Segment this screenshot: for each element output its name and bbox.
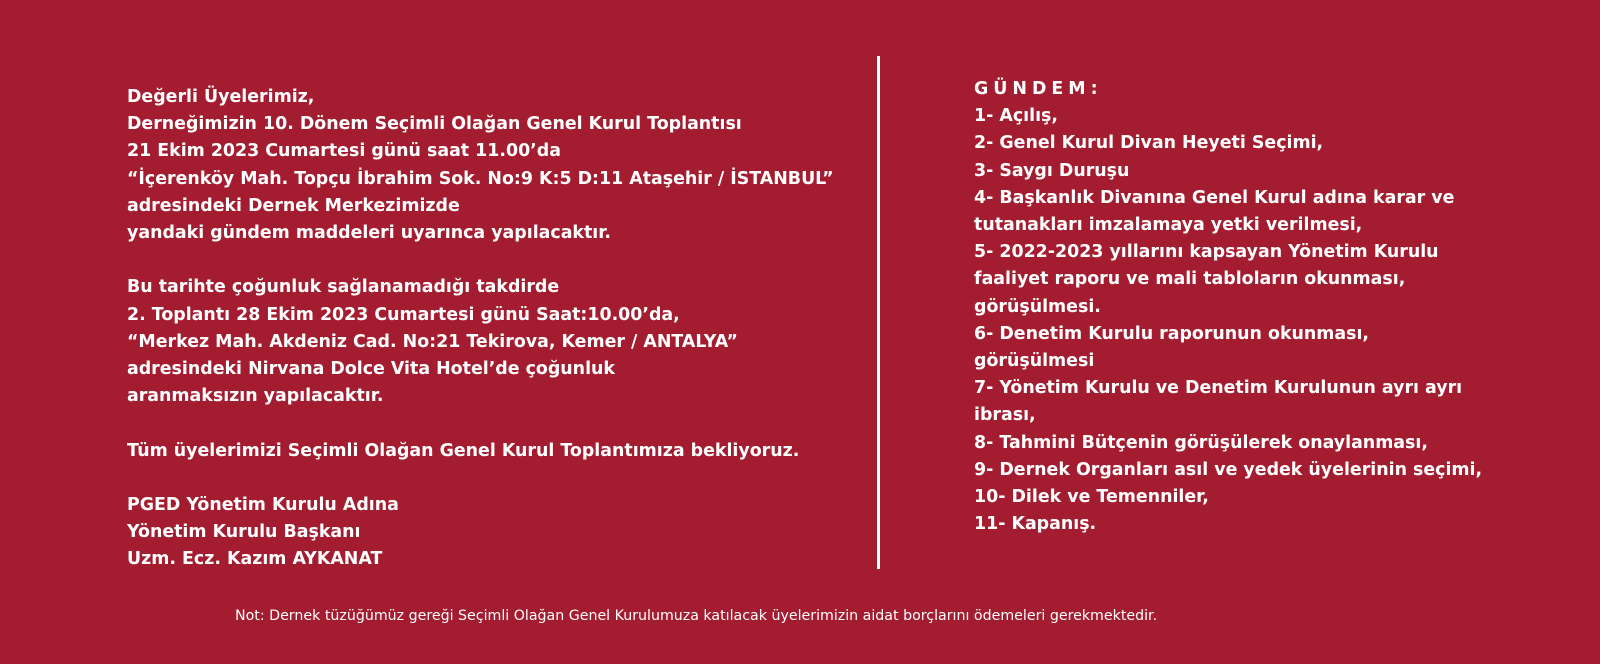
agenda-item: 2- Genel Kurul Divan Heyeti Seçimi,	[974, 133, 1324, 154]
agenda-item: 11- Kapanış.	[974, 514, 1097, 535]
agenda-item: 6- Denetim Kurulu raporunun okunması, görüşülmesi	[974, 323, 1370, 372]
agenda-item: 10- Dilek ve Temenniler,	[974, 487, 1209, 508]
invitation-paragraph-3	[127, 438, 847, 465]
agenda-heading: GÜNDEM:	[974, 79, 1103, 99]
text-line: adresindeki Nirvana Dolce Vita Hotel’de çoğunluk	[127, 359, 615, 380]
paragraph-gap	[127, 465, 847, 492]
signature-name: Uzm. Ecz. Kazım AYKANAT	[127, 549, 383, 570]
agenda	[974, 76, 1494, 538]
address-line: “Merkez Mah. Akdeniz Cad. No:21 Tekirova, Kemer / ANTALYA”	[127, 331, 738, 352]
agenda-item: 4- Başkanlık Divanına Genel Kurul adına karar ve tutanakları imzalamaya yetki verilmesi,	[974, 187, 1455, 236]
text-line: yandaki gündem maddeleri uyarınca yapılacaktır.	[127, 223, 611, 244]
invitation-paragraph-1	[127, 84, 847, 247]
greeting: Değerli Üyelerimiz,	[127, 87, 315, 107]
invitation-paragraph-2	[127, 274, 847, 410]
text-line: Bu tarihte çoğunluk sağlanamadığı takdirde	[127, 277, 560, 298]
signature-block	[127, 492, 847, 574]
address-line: “İçerenköy Mah. Topçu İbrahim Sok. No:9 K:5 D:11 Ataşehir / İSTANBUL”	[127, 168, 834, 189]
agenda-item: 9- Dernek Organları asıl ve yedek üyelerinin seçimi,	[974, 459, 1483, 480]
paragraph-gap	[127, 247, 847, 274]
text-line: adresindeki Dernek Merkezimizde	[127, 195, 460, 216]
text-line: Tüm üyelerimizi Seçimli Olağan Genel Kurul Toplantımıza bekliyoruz.	[127, 440, 800, 461]
agenda-item: 3- Saygı Duruşu	[974, 160, 1130, 181]
signature-line: Yönetim Kurulu Başkanı	[127, 522, 361, 543]
signature-line: PGED Yönetim Kurulu Adına	[127, 495, 399, 515]
text-line: 2. Toplantı 28 Ekim 2023 Cumartesi günü Saat:10.00’da,	[127, 304, 680, 325]
agenda-item: 5- 2022-2023 yıllarını kapsayan Yönetim Kurulu faaliyet raporu ve mali tabloların okunması, görüşülmesi.	[974, 242, 1439, 317]
agenda-item: 1- Açılış,	[974, 106, 1058, 127]
footnote: Not: Dernek tüzüğümüz gereği Seçimli Olağan Genel Kurulumuza katılacak üyelerimizin aidat borçlarını ödemeleri gerekmektedir.	[235, 608, 1158, 624]
text-line: 21 Ekim 2023 Cumartesi günü saat 11.00’da	[127, 141, 561, 162]
vertical-divider	[877, 56, 880, 569]
invitation-text	[127, 84, 847, 574]
agenda-item: 8- Tahmini Bütçenin görüşülerek onaylanması,	[974, 432, 1428, 453]
agenda-item: 7- Yönetim Kurulu ve Denetim Kurulunun ayrı ayrı ibrası,	[974, 378, 1463, 426]
paragraph-gap	[127, 410, 847, 437]
text-line: Derneğimizin 10. Dönem Seçimli Olağan Genel Kurul Toplantısı	[127, 114, 742, 135]
text-line: aranmaksızın yapılacaktır.	[127, 386, 384, 407]
